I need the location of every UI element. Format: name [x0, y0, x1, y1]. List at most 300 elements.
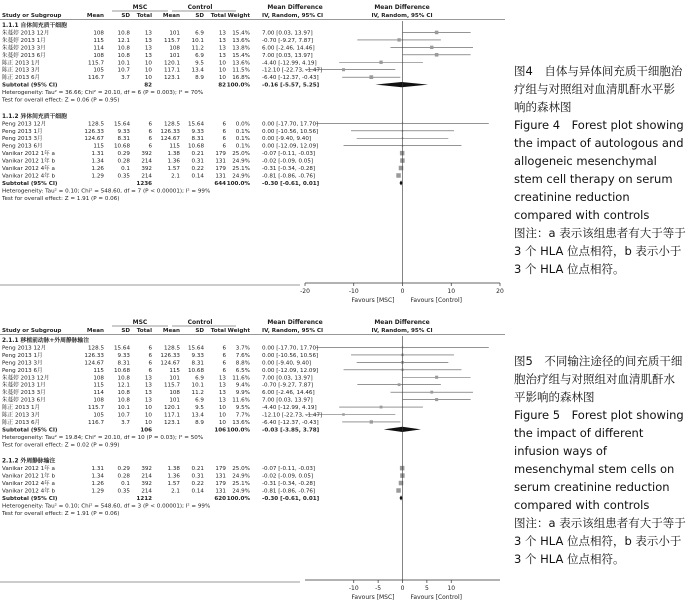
fig4-subgroup2-row2-mean1: 126.33 — [84, 128, 104, 135]
fig4-subgroup2-row5-study: Vanikar 2012 1年 a — [2, 151, 55, 158]
fig5-subgroup1-row5-total1: 13 — [144, 375, 152, 382]
fig5-subgroup1-row4-sd2: 10.68 — [187, 367, 204, 374]
fig4-subgroup1-row1-sd2: 6.9 — [195, 30, 204, 37]
fig5-subgroup1-row1-ci: 0.00 [-17.70, 17.70] — [262, 345, 319, 352]
fig5-subgroup2-row3-sd2: 0.22 — [191, 481, 204, 488]
fig4-header-mean2: Mean — [162, 13, 180, 19]
fig4-subgroup1-row1-mean1: 108 — [93, 30, 104, 37]
fig5-subgroup1-row6-total2: 13 — [218, 382, 226, 389]
fig4-subgroup1-row5-total1: 10 — [144, 60, 152, 67]
fig4-header-ci: IV, Random, 95% CI — [262, 13, 324, 19]
fig5-subgroup1-row10-total1: 10 — [144, 412, 152, 419]
fig4-subgroup2-row3-mean2: 124.67 — [160, 136, 180, 143]
fig4-subgroup1-row1-sd1: 10.8 — [117, 30, 130, 37]
fig5-subgroup1-row9-total1: 10 — [144, 405, 152, 412]
fig4-subgroup1-row4-mean1: 108 — [93, 52, 104, 59]
fig5-subgroup1-row6-mean2: 115.7 — [163, 382, 180, 389]
fig4-subgroup1-row5-sd2: 9.5 — [195, 60, 204, 67]
fig4-subgroup1-title: 1.1.1 自体间充质干细胞 — [2, 23, 67, 29]
fig5-subgroup1-row10-mean2: 117.1 — [163, 412, 180, 419]
fig4-subgroup1-row7-point — [369, 75, 373, 79]
fig4-tick-label-4: 20 — [496, 288, 504, 295]
fig5-subgroup2-row1-point — [400, 466, 405, 471]
fig5-subgroup2-row3-mean2: 1.57 — [167, 481, 180, 488]
fig4-subgroup2-row4-sd1: 10.68 — [113, 143, 130, 150]
fig4-subgroup2-row3-total2: 6 — [222, 136, 226, 143]
fig4-subgroup1-row6-sd1: 10.7 — [117, 67, 130, 74]
fig4-header-ci-plot: IV, Random, 95% CI — [371, 13, 433, 19]
fig5-tick-label-1: -5 — [375, 585, 382, 592]
fig5-subgroup1-row7-total1: 13 — [144, 390, 152, 397]
fig5-subgroup1-row3-total1: 6 — [148, 360, 152, 367]
fig5-subgroup1-row8-mean1: 108 — [93, 397, 104, 404]
fig4-subgroup1-row4-ci: 7.00 [0.03, 13.97] — [262, 52, 313, 59]
figure4-caption — [514, 62, 686, 278]
fig4-subgroup2-heterogeneity: Heterogeneity: Tau² = 0.10; Chi² = 548.60, df = 7 (P < 0.00001); I² = 99% — [2, 188, 211, 195]
fig5-header-md: Mean Difference — [267, 319, 323, 326]
fig4-subgroup2-row3-sd2: 8.31 — [191, 136, 204, 143]
fig4-subgroup2-row7-ci: -0.31 [-0.34, -0.28] — [262, 166, 316, 173]
fig4-subgroup1-row5-ci: -4.40 [-12.99, 4.19] — [262, 60, 317, 67]
fig5-subgroup1-row9-point — [380, 406, 383, 409]
fig4-subgroup2-row8-ci: -0.81 [-0.86, -0.76] — [262, 173, 316, 180]
fig5-subgroup2-row4-point — [396, 488, 400, 492]
fig5-subgroup2-row3-total2: 179 — [215, 481, 226, 488]
fig5-subgroup1-row4-ci: 0.00 [-12.09, 12.09] — [262, 367, 319, 374]
fig4-subgroup2-subtotal-diamond — [400, 180, 403, 185]
fig5-tick-label-4: 10 — [447, 585, 456, 592]
fig5-subgroup1-row3-ci: 0.00 [-9.40, 9.40] — [262, 360, 312, 367]
fig4-header-sd1: SD — [121, 13, 130, 19]
fig5-subgroup2-row1-study: Vanikar 2012 1年 a — [2, 466, 55, 473]
fig4-subgroup1-row2-mean1: 115 — [93, 37, 104, 44]
fig5-subgroup1-row7-weight: 9.9% — [235, 390, 250, 397]
fig5-subgroup2-row1-total2: 179 — [215, 466, 226, 473]
fig4-subgroup2-row4-total2: 6 — [222, 143, 226, 150]
fig4-subgroup2-row4-weight: 0.1% — [235, 143, 250, 150]
fig5-subgroup2-row4-mean2: 2.1 — [171, 488, 180, 495]
fig5-subgroup2-row2-mean1: 1.34 — [91, 473, 104, 480]
fig5-subgroup1-row9-sd1: 10.1 — [117, 405, 130, 412]
fig4-subgroup2-row6-sd2: 0.31 — [191, 158, 204, 165]
fig4-subgroup2-row2-sd1: 9.33 — [117, 128, 130, 135]
fig4-subgroup2-row5-total1: 392 — [141, 151, 152, 158]
fig4-subgroup1-row6-study: 陈正 2013 3月 — [2, 67, 41, 74]
fig4-subgroup2-row1-sd1: 15.64 — [113, 121, 130, 128]
fig4-subgroup1-row3-mean2: 108 — [169, 45, 180, 52]
fig4-subgroup1-row6-mean2: 117.1 — [163, 67, 180, 74]
fig4-subgroup1-row4-point — [435, 53, 439, 57]
fig5-subgroup1-row4-sd1: 10.68 — [113, 367, 130, 374]
fig5-subgroup1-row9-total2: 10 — [218, 405, 226, 412]
fig5-subgroup1-row7-sd2: 11.2 — [191, 390, 204, 397]
fig4-subgroup2-row5-point — [400, 151, 405, 156]
fig4-subgroup2-overall-effect: Test for overall effect: Z = 1.91 (P = 0.06) — [2, 195, 120, 202]
fig5-subgroup2-heterogeneity: Heterogeneity: Tau² = 0.10; Chi² = 548.60, df = 3 (P < 0.00001); I² = 99% — [2, 503, 211, 510]
fig4-subgroup2-row2-ci: 0.00 [-10.56, 10.56] — [262, 128, 319, 135]
fig5-subgroup1-row5-point — [435, 376, 438, 379]
fig5-subgroup1-row5-mean2: 101 — [169, 375, 180, 382]
fig5-subgroup2-row2-study: Vanikar 2012 1年 b — [2, 473, 56, 480]
fig4-subgroup1-row5-mean1: 115.7 — [87, 60, 104, 67]
fig5-subgroup1-row8-point — [435, 398, 438, 401]
fig4-subgroup1-row4-sd1: 10.8 — [117, 52, 130, 59]
fig4-subgroup2-row3-ci: 0.00 [-9.40, 9.40] — [262, 136, 312, 143]
fig5-subgroup1-row7-total2: 13 — [218, 390, 226, 397]
fig4-subgroup1-row1-study: 朱蔓婷 2013 12月 — [2, 30, 50, 37]
fig4-subgroup1-row2-study: 朱蔓婷 2013 1月 — [2, 37, 46, 44]
fig4-subgroup1-subtotal-total1: 82 — [144, 82, 152, 89]
fig4-subgroup2-row3-sd1: 8.31 — [117, 136, 130, 143]
fig5-subgroup1-row9-weight: 9.5% — [235, 405, 250, 412]
fig4-subgroup2-row8-total2: 131 — [215, 173, 226, 180]
fig4-subgroup1-row3-total2: 13 — [218, 45, 226, 52]
fig4-subgroup1-row1-mean2: 101 — [169, 30, 180, 37]
fig4-subgroup2-row3-mean1: 124.67 — [84, 136, 104, 143]
fig4-subgroup1-row3-sd1: 10.8 — [117, 45, 130, 52]
fig4-subgroup2-row8-point — [396, 173, 400, 177]
fig4-subgroup2-row1-mean1: 128.5 — [87, 121, 104, 128]
fig5-subgroup2-row4-total2: 131 — [215, 488, 226, 495]
fig5-subgroup2-row4-weight: 24.9% — [232, 488, 250, 495]
fig4-header-sd2: SD — [195, 13, 204, 19]
fig5-subgroup1-row2-sd1: 9.33 — [117, 352, 130, 359]
fig5-subgroup1-row9-ci: -4.40 [-12.99, 4.19] — [262, 405, 317, 412]
fig5-subgroup2-row4-ci: -0.81 [-0.86, -0.76] — [262, 488, 316, 495]
fig5-subgroup1-row7-ci: 6.00 [-2.46, 14.46] — [262, 390, 315, 397]
fig5-subgroup1-row10-sd1: 10.7 — [117, 412, 130, 419]
fig4-header-total2: Total — [210, 13, 226, 19]
fig4-subgroup1-row3-ci: 6.00 [-2.46, 14.46] — [262, 45, 315, 52]
fig4-subgroup1-row2-point — [397, 38, 400, 41]
fig4-subgroup2-row7-mean1: 1.26 — [91, 166, 104, 173]
fig4-subgroup2-row4-mean1: 115 — [93, 143, 104, 150]
fig4-subgroup2-row8-total1: 214 — [141, 173, 152, 180]
fig4-subgroup1-row2-sd1: 12.1 — [117, 37, 130, 44]
fig4-subgroup2-row1-total2: 6 — [222, 121, 226, 128]
fig5-subgroup2-row4-mean1: 1.29 — [91, 488, 104, 495]
fig5-tick-label-2: 0 — [400, 585, 405, 592]
fig5-subgroup1-row5-ci: 7.00 [0.03, 13.97] — [262, 375, 313, 382]
fig4-subgroup1-row7-study: 陈正 2013 6月 — [2, 75, 41, 82]
fig4-subgroup2-row6-mean2: 1.36 — [167, 158, 180, 165]
fig4-subgroup2-row3-weight: 0.1% — [235, 136, 250, 143]
fig4-subgroup2-subtotal-total2: 644 — [214, 180, 226, 187]
fig5-subgroup1-row11-weight: 13.6% — [232, 419, 250, 426]
fig5-header-sd1: SD — [121, 328, 130, 334]
fig5-subgroup1-row2-study: Peng 2013 1月 — [2, 352, 43, 359]
fig5-subgroup2-row2-sd2: 0.31 — [191, 473, 204, 480]
fig4-favours-right: Favours [Control] — [410, 297, 462, 304]
fig5-subgroup1-row3-mean2: 124.67 — [160, 360, 180, 367]
fig4-subgroup2-row7-total2: 179 — [215, 166, 226, 173]
fig4-subgroup2-row1-sd2: 15.64 — [187, 121, 204, 128]
fig5-subgroup1-row1-mean2: 128.5 — [163, 345, 180, 352]
fig5-header-total2: Total — [210, 328, 226, 334]
fig5-subgroup2-row3-weight: 25.1% — [232, 481, 250, 488]
fig5-subgroup1-row11-study: 陈正 2013 6月 — [2, 419, 41, 426]
fig5-subgroup1-row1-study: Peng 2013 12月 — [2, 345, 47, 352]
fig4-subgroup1-subtotal-weight: 100.0% — [226, 82, 250, 89]
fig4-subgroup2-row8-mean1: 1.29 — [91, 173, 104, 180]
fig5-subgroup1-row11-point — [370, 420, 373, 423]
fig5-subgroup2-row2-ci: -0.02 [-0.09, 0.05] — [262, 473, 314, 480]
fig4-subgroup1-overall-effect: Test for overall effect: Z = 0.06 (P = 0.95) — [2, 97, 120, 104]
fig5-subgroup1-row4-total2: 6 — [222, 367, 226, 374]
fig4-subgroup2-row2-total2: 6 — [222, 128, 226, 135]
fig5-subgroup1-row5-study: 朱蔓婷 2013 12月 — [2, 375, 50, 382]
fig5-subgroup1-row1-weight: 3.7% — [235, 345, 250, 352]
fig4-subgroup2-row1-ci: 0.00 [-17.70, 17.70] — [262, 121, 319, 128]
fig5-subgroup1-row5-sd2: 6.9 — [195, 375, 204, 382]
fig4-subgroup2-subtotal-label: Subtotal (95% CI) — [2, 180, 58, 187]
fig5-subgroup1-row2-mean2: 126.33 — [160, 352, 180, 359]
fig5-header-total1: Total — [136, 328, 152, 334]
fig5-subgroup2-row3-ci: -0.31 [-0.34, -0.28] — [262, 481, 316, 488]
figure5-en-title: Figure 5 Forest plot showing the impact of different infusion ways of mesenchymal stem cells on serum creatinine reduction compared with controls — [514, 408, 684, 512]
fig5-subgroup1-subtotal-total2: 106 — [214, 427, 226, 434]
fig5-subgroup1-row4-weight: 6.5% — [235, 367, 250, 374]
fig4-subgroup2-row4-study: Peng 2013 6月 — [2, 143, 43, 150]
fig5-subgroup1-row4-mean2: 115 — [169, 367, 180, 374]
fig4-subgroup1-row5-study: 陈正 2013 1月 — [2, 60, 41, 67]
fig4-subgroup2-row6-total1: 214 — [141, 158, 152, 165]
fig4-subgroup2-row3-total1: 6 — [148, 136, 152, 143]
fig5-subgroup2-overall-effect: Test for overall effect: Z = 1.91 (P = 0.06) — [2, 510, 120, 517]
fig5-subgroup1-row6-mean1: 115 — [93, 382, 104, 389]
fig5-subgroup1-row11-ci: -6.40 [-12.37, -0.43] — [262, 419, 319, 426]
fig4-header-md-plot: Mean Difference — [374, 4, 430, 11]
fig5-subgroup2-row1-mean1: 1.31 — [91, 466, 104, 473]
fig4-subgroup2-row5-weight: 25.0% — [232, 151, 250, 158]
fig5-subgroup1-row6-study: 朱蔓婷 2013 1月 — [2, 382, 46, 389]
fig4-subgroup2-row7-sd1: 0.1 — [121, 166, 130, 173]
fig5-subgroup1-row11-total1: 10 — [144, 419, 152, 426]
fig5-subgroup1-row9-mean2: 120.1 — [163, 405, 180, 412]
fig5-subgroup1-heterogeneity: Heterogeneity: Tau² = 19.84; Chi² = 20.10, df = 10 (P = 0.03); I² = 50% — [2, 434, 204, 441]
fig4-subgroup1-row7-sd1: 3.7 — [121, 75, 130, 82]
fig5-subgroup1-row2-total2: 6 — [222, 352, 226, 359]
figure5-zh-title: 图5 不同输注途径的间充质干细胞治疗组与对照组对血清肌酐水平影响的森林图 — [514, 354, 683, 404]
fig5-subgroup2-subtotal-total1: 1212 — [136, 495, 152, 502]
fig4-subgroup2-row8-sd2: 0.14 — [191, 173, 204, 180]
fig4-subgroup1-row4-total2: 13 — [218, 52, 226, 59]
fig5-subgroup1-row8-study: 朱蔓婷 2013 6月 — [2, 397, 46, 404]
fig5-subgroup2-row1-total1: 392 — [141, 466, 152, 473]
fig5-subgroup1-row3-weight: 8.8% — [235, 360, 250, 367]
fig5-subgroup1-row9-study: 陈正 2013 1月 — [2, 405, 41, 412]
fig5-subgroup1-row6-weight: 9.4% — [235, 382, 250, 389]
fig5-subgroup1-row10-ci: -12.10 [-22.73, -1.47] — [262, 412, 323, 419]
fig4-header-control: Control — [187, 4, 213, 11]
fig5-subgroup1-row1-total1: 6 — [148, 345, 152, 352]
fig5-subgroup2-row2-weight: 24.9% — [232, 473, 250, 480]
fig5-tick-label-0: -10 — [348, 585, 359, 592]
fig4-subgroup1-row1-point — [435, 31, 439, 35]
fig5-subgroup2-row4-total1: 214 — [141, 488, 152, 495]
fig4-subgroup2-row2-sd2: 9.33 — [191, 128, 204, 135]
fig5-subgroup1-row2-total1: 6 — [148, 352, 152, 359]
fig4-subgroup2-row6-ci: -0.02 [-0.09, 0.05] — [262, 158, 314, 165]
fig5-subgroup1-row5-total2: 13 — [218, 375, 226, 382]
fig4-subgroup2-row6-mean1: 1.34 — [91, 158, 104, 165]
fig5-subgroup1-overall-effect: Test for overall effect: Z = 0.02 (P = 0.99) — [2, 442, 120, 449]
fig4-subgroup1-subtotal-label: Subtotal (95% CI) — [2, 82, 58, 89]
fig4-header-mean1: Mean — [86, 13, 104, 19]
fig4-subgroup2-row2-study: Peng 2013 1月 — [2, 128, 43, 135]
fig5-subgroup1-row8-sd1: 10.8 — [117, 397, 130, 404]
fig5-subgroup1-row4-total1: 6 — [148, 367, 152, 374]
fig4-subgroup2-row1-study: Peng 2013 12月 — [2, 121, 47, 128]
figure5-caption — [514, 352, 686, 568]
fig5-subgroup1-row8-total1: 13 — [144, 397, 152, 404]
fig5-subgroup1-row1-sd1: 15.64 — [113, 345, 130, 352]
fig4-subgroup1-row6-ci: -12.10 [-22.73, -1.47] — [262, 67, 323, 74]
fig5-subgroup2-row1-sd2: 0.21 — [191, 466, 204, 473]
fig5-header-md-plot: Mean Difference — [374, 319, 430, 326]
fig4-tick-label-0: -20 — [300, 288, 310, 295]
fig4-subgroup1-row7-mean1: 116.7 — [87, 75, 104, 82]
fig4-subgroup2-row5-mean1: 1.31 — [91, 151, 104, 158]
fig5-subgroup1-row3-sd2: 8.31 — [191, 360, 204, 367]
fig5-subgroup2-row2-total1: 214 — [141, 473, 152, 480]
fig4-subgroup2-row2-weight: 0.1% — [235, 128, 250, 135]
fig5-subgroup1-row10-study: 陈正 2013 3月 — [2, 412, 41, 419]
fig4-subgroup1-row2-mean2: 115.7 — [163, 37, 180, 44]
fig5-subgroup2-row4-sd1: 0.35 — [117, 488, 130, 495]
fig4-subgroup2-row5-mean2: 1.38 — [167, 151, 180, 158]
fig5-subgroup2-row3-study: Vanikar 2012 4年 a — [2, 481, 55, 488]
fig5-subgroup1-row7-mean1: 114 — [93, 390, 104, 397]
fig5-subgroup1-row6-ci: -0.70 [-9.27, 7.87] — [262, 382, 314, 389]
fig5-subgroup2-row2-total2: 131 — [215, 473, 226, 480]
fig5-header-control: Control — [187, 319, 213, 326]
fig5-header-study: Study or Subgroup — [2, 328, 62, 334]
fig4-tick-label-2: 0 — [400, 288, 405, 295]
fig4-subgroup2-row8-weight: 24.9% — [232, 173, 250, 180]
fig4-subgroup1-row4-mean2: 101 — [169, 52, 180, 59]
fig5-subgroup1-row11-mean2: 123.1 — [163, 419, 180, 426]
fig5-subgroup1-row8-total2: 13 — [218, 397, 226, 404]
fig4-subgroup2-row8-sd1: 0.35 — [117, 173, 130, 180]
fig5-subgroup1-subtotal-weight: 100.0% — [226, 427, 250, 434]
fig5-subgroup1-row11-sd1: 3.7 — [121, 419, 130, 426]
fig5-subgroup1-row1-sd2: 15.64 — [187, 345, 204, 352]
fig4-subgroup2-row6-sd1: 0.28 — [117, 158, 130, 165]
fig4-subgroup2-row1-weight: 0.0% — [235, 121, 250, 128]
fig4-subgroup1-row2-ci: -0.70 [-9.27, 7.87] — [262, 37, 314, 44]
fig4-subgroup1-row7-sd2: 8.9 — [195, 75, 204, 82]
fig5-subgroup2-row4-study: Vanikar 2012 4年 b — [2, 488, 56, 495]
fig5-subgroup1-row5-weight: 11.6% — [232, 375, 250, 382]
fig5-subgroup2-subtotal-ci: -0.30 [-0.61, 0.01] — [262, 495, 320, 502]
fig4-subgroup1-row7-ci: -6.40 [-12.37, -0.43] — [262, 75, 319, 82]
fig4-subgroup2-row4-sd2: 10.68 — [187, 143, 204, 150]
figure4-zh-title: 图4 自体与异体间充质干细胞治疗组与对照组对血清肌酐水平影响的森林图 — [514, 64, 683, 114]
fig4-subgroup2-row6-study: Vanikar 2012 1年 b — [2, 158, 56, 165]
fig4-subgroup1-row7-weight: 16.8% — [232, 75, 250, 82]
figure5-note: 图注：a 表示该组患者有大于等于 3 个 HLA 位点相符，b 表示小于 3 个 HLA 位点相符。 — [514, 516, 686, 566]
fig4-subgroup2-row4-mean2: 115 — [169, 143, 180, 150]
fig4-subgroup2-subtotal-ci: -0.30 [-0.61, 0.01] — [262, 180, 320, 187]
fig5-subgroup2-title: 2.1.2 外周静脉输注 — [2, 458, 56, 465]
fig5-subgroup1-row6-total1: 13 — [144, 382, 152, 389]
fig4-subgroup1-heterogeneity: Heterogeneity: Tau² = 36.66; Chi² = 20.10, df = 6 (P = 0.003); I² = 70% — [2, 90, 204, 97]
fig4-subgroup2-row6-total2: 131 — [215, 158, 226, 165]
fig4-subgroup1-row5-sd1: 10.1 — [117, 60, 130, 67]
fig4-subgroup2-row7-sd2: 0.22 — [191, 166, 204, 173]
fig5-subgroup1-row4-mean1: 115 — [93, 367, 104, 374]
fig5-subgroup1-row7-point — [430, 391, 433, 394]
fig4-subgroup1-row3-point — [430, 46, 433, 49]
fig5-subgroup1-row6-sd1: 12.1 — [117, 382, 130, 389]
fig4-subgroup1-row3-total1: 13 — [144, 45, 152, 52]
fig5-subgroup1-row7-study: 朱蔓婷 2013 3月 — [2, 390, 46, 397]
fig4-subgroup1-row5-mean2: 120.1 — [163, 60, 180, 67]
fig5-header-mean2: Mean — [162, 328, 180, 334]
fig5-subgroup1-row7-mean2: 108 — [169, 390, 180, 397]
fig4-subgroup1-row4-total1: 13 — [144, 52, 152, 59]
fig4-subgroup2-row7-mean2: 1.57 — [167, 166, 180, 173]
fig4-subgroup2-row8-study: Vanikar 2012 4年 b — [2, 173, 56, 180]
fig4-subgroup1-row4-weight: 15.4% — [232, 52, 250, 59]
fig4-subgroup1-row2-weight: 13.6% — [232, 37, 250, 44]
fig5-subgroup1-row2-ci: 0.00 [-10.56, 10.56] — [262, 352, 319, 359]
fig4-subgroup1-row7-mean2: 123.1 — [163, 75, 180, 82]
fig5-subgroup1-row2-mean1: 126.33 — [84, 352, 104, 359]
fig5-subgroup1-row10-mean1: 105 — [93, 412, 104, 419]
fig5-subgroup1-row11-sd2: 8.9 — [195, 419, 204, 426]
fig4-subgroup1-row3-weight: 13.8% — [232, 45, 250, 52]
fig5-subgroup1-row10-total2: 10 — [218, 412, 226, 419]
fig4-subgroup1-row3-study: 朱蔓婷 2013 3月 — [2, 45, 46, 52]
fig5-subgroup2-row2-sd1: 0.28 — [117, 473, 130, 480]
fig4-favours-left: Favours [MSC] — [351, 297, 395, 304]
fig5-subgroup2-row3-sd1: 0.1 — [121, 481, 130, 488]
fig5-favours-right: Favours [Control] — [410, 594, 462, 601]
fig5-subgroup2-subtotal-total2: 620 — [214, 495, 226, 502]
fig5-subgroup1-row9-mean1: 115.7 — [87, 405, 104, 412]
fig5-subgroup1-row8-weight: 11.6% — [232, 397, 250, 404]
fig4-subgroup2-title: 1.1.2 异体间充质干细胞 — [2, 113, 67, 120]
fig4-subgroup1-subtotal-diamond — [375, 82, 428, 87]
fig4-subgroup1-row7-total1: 10 — [144, 75, 152, 82]
fig5-subgroup1-row8-mean2: 101 — [169, 397, 180, 404]
fig5-subgroup1-row11-mean1: 116.7 — [87, 419, 104, 426]
fig5-subgroup1-row7-sd1: 10.8 — [117, 390, 130, 397]
fig5-subgroup2-row1-weight: 25.0% — [232, 466, 250, 473]
fig5-subgroup1-subtotal-ci: -0.03 [-3.85, 3.78] — [262, 427, 320, 434]
fig4-subgroup1-row1-total2: 13 — [218, 30, 226, 37]
fig5-subgroup1-row2-sd2: 9.33 — [191, 352, 204, 359]
fig4-subgroup2-row5-total2: 179 — [215, 151, 226, 158]
fig4-subgroup2-row2-mean2: 126.33 — [160, 128, 180, 135]
fig4-subgroup1-row6-weight: 11.5% — [232, 67, 250, 74]
fig4-subgroup1-row5-total2: 10 — [218, 60, 226, 67]
fig5-header-mean1: Mean — [86, 328, 104, 334]
fig4-subgroup1-subtotal-ci: -0.16 [-5.57, 5.25] — [262, 82, 320, 89]
fig4-header-total1: Total — [136, 13, 152, 19]
fig4-subgroup1-row3-sd2: 11.2 — [191, 45, 204, 52]
fig5-header-sd2: SD — [195, 328, 204, 334]
fig5-subgroup1-row11-total2: 10 — [218, 419, 226, 426]
fig5-subgroup1-row3-study: Peng 2013 3月 — [2, 360, 43, 367]
fig4-subgroup2-row1-total1: 6 — [148, 121, 152, 128]
fig5-subgroup2-subtotal-diamond — [400, 495, 403, 500]
fig4-subgroup2-row7-total1: 392 — [141, 166, 152, 173]
fig4-subgroup2-subtotal-weight: 100.0% — [226, 180, 250, 187]
fig5-subgroup1-row1-mean1: 128.5 — [87, 345, 104, 352]
